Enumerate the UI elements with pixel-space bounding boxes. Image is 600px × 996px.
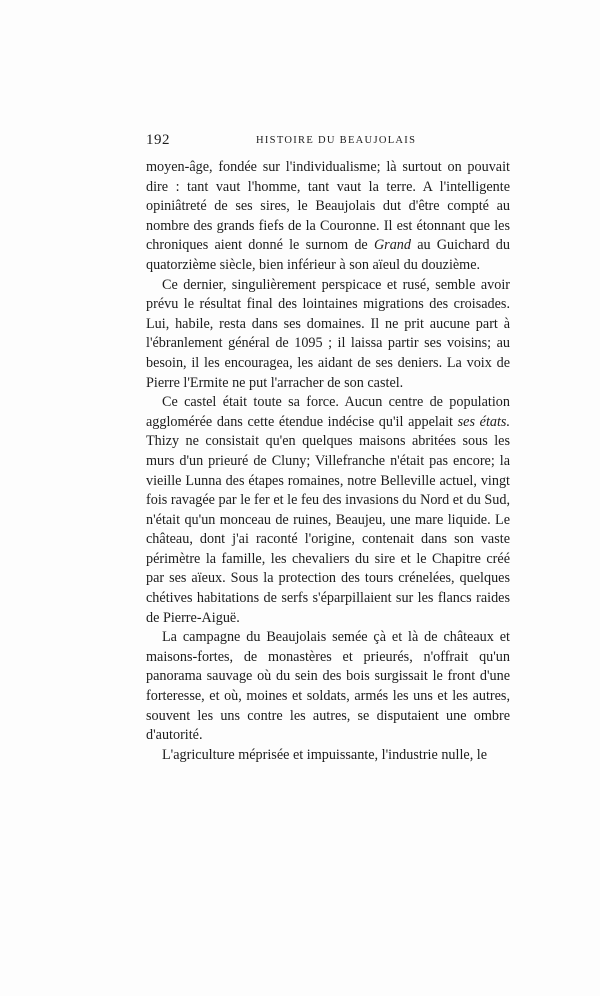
paragraph-5 bbox=[146, 746, 510, 766]
text-segment: L'agriculture méprisée et impuissante, l'industrie nulle, le bbox=[162, 746, 488, 763]
body-text bbox=[146, 158, 510, 765]
text-segment: La campagne du Beaujolais semée çà et là de châteaux et maisons-fortes, de monastères et prieurés, n'offrait qu'un panorama sauvage où du sein des bois surgissait le front d'une forteresse, et où, moines et soldats, armés les uns et les autres, souvent les uns contre les autres, se disputaient une ombre d'autorité. bbox=[146, 629, 510, 744]
text-segment: Ce castel était toute sa force. Aucun centre de population agglomérée dans cette étendue indécise qu'il appelait bbox=[146, 394, 510, 430]
paragraph-3 bbox=[146, 393, 510, 628]
text-segment: Thizy ne consistait qu'en quelques maisons abritées sous les murs d'un prieuré de Cluny; Villefranche n'était pas encore; la vieille Lunna des étapes romaines, notre Belleville actuel, vingt fois ravagée par le fer et le feu des invasions du Nord et du Sud, n'était qu'un monceau de ruines, Beaujeu, une mare liquide. Le château, dont j'ai raconté l'origine, contenait dans son vaste périmètre la famille, les chevaliers du sire et le Chapitre créé par ses aïeux. Sous la protection des tours crénelées, quelques chétives habitations de serfs s'éparpillaient sur les flancs raides de Pierre-Aiguë. bbox=[146, 433, 510, 626]
paragraph-2 bbox=[146, 276, 510, 394]
page-number: 192 bbox=[146, 132, 170, 148]
running-title: HISTOIRE DU BEAUJOLAIS bbox=[256, 135, 417, 146]
text-segment: moyen-âge, fondée sur l'individualisme; là surtout on pouvait dire : tant vaut l'homme, tant vaut la terre. A l'intelligente opiniâtreté de ses sires, le Beaujolais dut d'être compté au nombre des grands fiefs de la Couronne. Il est étonnant que les chroniques aient donné le surnom de bbox=[146, 159, 510, 254]
text-segment: Ce dernier, singulièrement perspicace et rusé, semble avoir prévu le résultat final des lointaines migrations des croisades. Lui, habile, resta dans ses domaines. Il ne prit aucune part à l'ébranlement général de 1095 ; il laissa partir ses voisins; au besoin, il les encouragea, les aidant de ses deniers. La voix de Pierre l'Ermite ne put l'arracher de son castel. bbox=[146, 276, 510, 391]
paragraph-4 bbox=[146, 628, 510, 746]
text-segment: au Guichard du quatorzième siècle, bien inférieur à son aïeul du douzième. bbox=[146, 237, 510, 273]
italic-segment: Grand bbox=[373, 237, 411, 254]
paragraph-1 bbox=[146, 158, 510, 276]
running-head bbox=[146, 132, 510, 152]
italic-segment: ses états. bbox=[457, 413, 510, 430]
